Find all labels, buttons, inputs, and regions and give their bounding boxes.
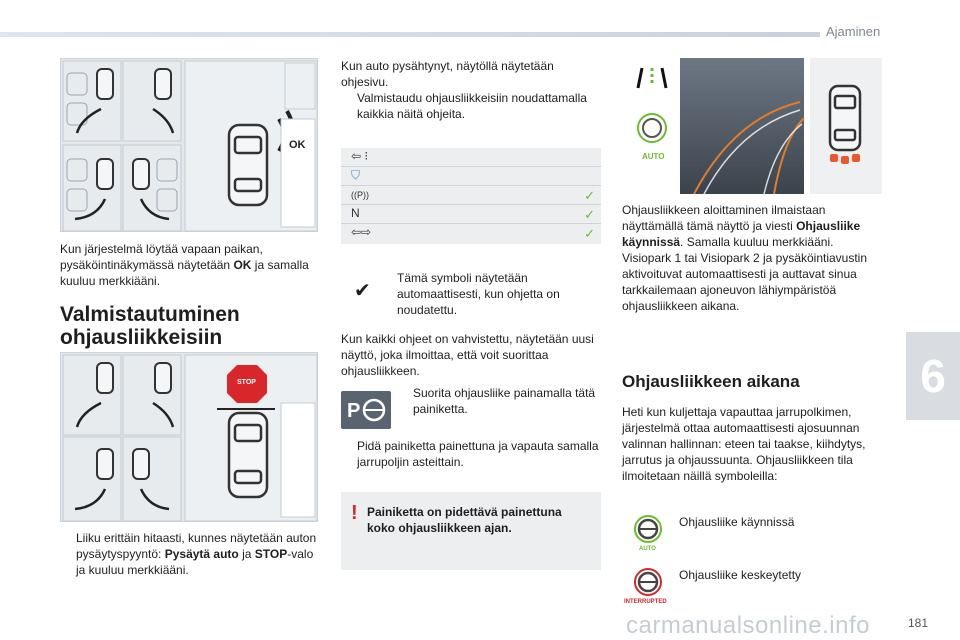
warning-text: Painiketta on pidettävä painettuna koko ohjausliikkeen ajan.	[367, 505, 562, 535]
page-number: 181	[908, 616, 929, 630]
col3-paragraph-1: Ohjausliikkeen aloittaminen ilmaistaan näyttämällä tämä näyttö ja viesti Ohjausliike käynnissä. Samalla kuuluu merkkiääni. Visiopark 1 tai Visiopark 2 ja pysäköintiavustin aktivoituvat automaattisesti ja auttavat sinua tarkkailemaan ajoneuvon lähiympäristöä ohjausliikkeen aikana.	[622, 203, 868, 313]
col2-paragraph-1: Kun auto pysähtynyt, näytöllä näytetään ohjesivu.	[341, 59, 554, 89]
col3-paragraph-2: Heti kun kuljettaja vapauttaa jarrupolkimen, järjestelmä ottaa automaattisesti ajosuunnan valinnan hallinnan: eteen tai taakse, kiihdytys, jarrutus ja ohjaussuunta. Ohjausliikkeen tila ilmoitetaan näillä symboleilla:	[622, 405, 866, 483]
screen-photo	[624, 58, 882, 194]
arrow-left-icon: ⇦ ⁝	[351, 149, 369, 163]
check-icon: ✓	[584, 188, 595, 203]
col2-bullet-2: Pidä painiketta painettuna ja vapauta samalla jarrupoljin asteittain.	[357, 439, 599, 469]
ok-label: OK	[289, 139, 306, 151]
checkmark-symbol-icon: ✔	[354, 280, 371, 302]
col1-bullet-1: Liiku erittäin hitaasti, kunnes näytetään auton pysäytyspyyntö: Pysäytä auto ja STOP-valo ja kuuluu merkkiääni.	[76, 531, 317, 577]
pbtn-note: Suorita ohjausliike painamalla tätä painiketta.	[413, 386, 596, 416]
stop-sign-label: STOP	[237, 379, 256, 386]
park-steering-icon	[341, 391, 391, 429]
parking-figure-ok	[60, 58, 318, 232]
sym1-label: Ohjausliike käynnissä	[679, 515, 795, 529]
neutral-icon: N	[351, 206, 360, 220]
sym2-caption: INTERRUPTED	[624, 599, 667, 605]
parking-diagram-ok	[61, 59, 319, 233]
symbol-note: Tämä symboli näytetään automaattisesti, kun ohjetta on noudatettu.	[397, 271, 560, 317]
checklist-panel	[341, 148, 601, 244]
arrows-icon: ⇦⇨	[351, 225, 372, 239]
parking-diagram-stop	[61, 353, 319, 523]
sym2-label: Ohjausliike keskeytetty	[679, 568, 802, 582]
header-bar	[0, 32, 820, 37]
col2-paragraph-2: Kun kaikki ohjeet on vahvistettu, näytetään uusi näyttö, joka ilmoittaa, että voit suorittaa ohjausliikkeen.	[341, 332, 594, 378]
watermark: carmanualsonline.info	[626, 612, 870, 639]
maneuver-in-progress-icon	[628, 512, 668, 554]
col2-bullet-1: Valmistaudu ohjausliikkeisiin noudattamalla kaikkia näitä ohjeita.	[357, 91, 587, 121]
park-assist-icon: ((P))	[351, 190, 369, 200]
sym1-caption: AUTO	[639, 546, 656, 552]
svg-text:P: P	[347, 400, 361, 422]
section-title: Ajaminen	[826, 24, 881, 39]
col1-paragraph-1: Kun järjestelmä löytää vapaan paikan, pysäköintinäkymässä näytetään OK ja samalla kuuluu merkkiääni.	[60, 242, 309, 288]
auto-label: AUTO	[642, 152, 665, 161]
check-icon: ✓	[584, 207, 595, 222]
checklist-row	[341, 205, 601, 224]
heading-preparation: Valmistautuminen ohjausliikkeisiin	[60, 303, 240, 349]
park-button-icon	[341, 391, 391, 429]
camera-view	[624, 58, 882, 194]
checklist-row	[341, 148, 601, 167]
parking-figure-stop	[60, 352, 318, 522]
maneuver-interrupted-icon	[622, 565, 674, 607]
warning-mark-icon: !	[351, 502, 358, 524]
checklist-row	[341, 167, 601, 186]
checklist-row	[341, 186, 601, 205]
warning-box	[341, 492, 601, 570]
checklist-row	[341, 224, 601, 243]
heading-during-maneuver: Ohjausliikkeen aikana	[622, 372, 800, 391]
check-icon: ✓	[584, 226, 595, 241]
shield-icon: ⛉	[351, 168, 361, 182]
chapter-tab: 6	[906, 332, 960, 420]
